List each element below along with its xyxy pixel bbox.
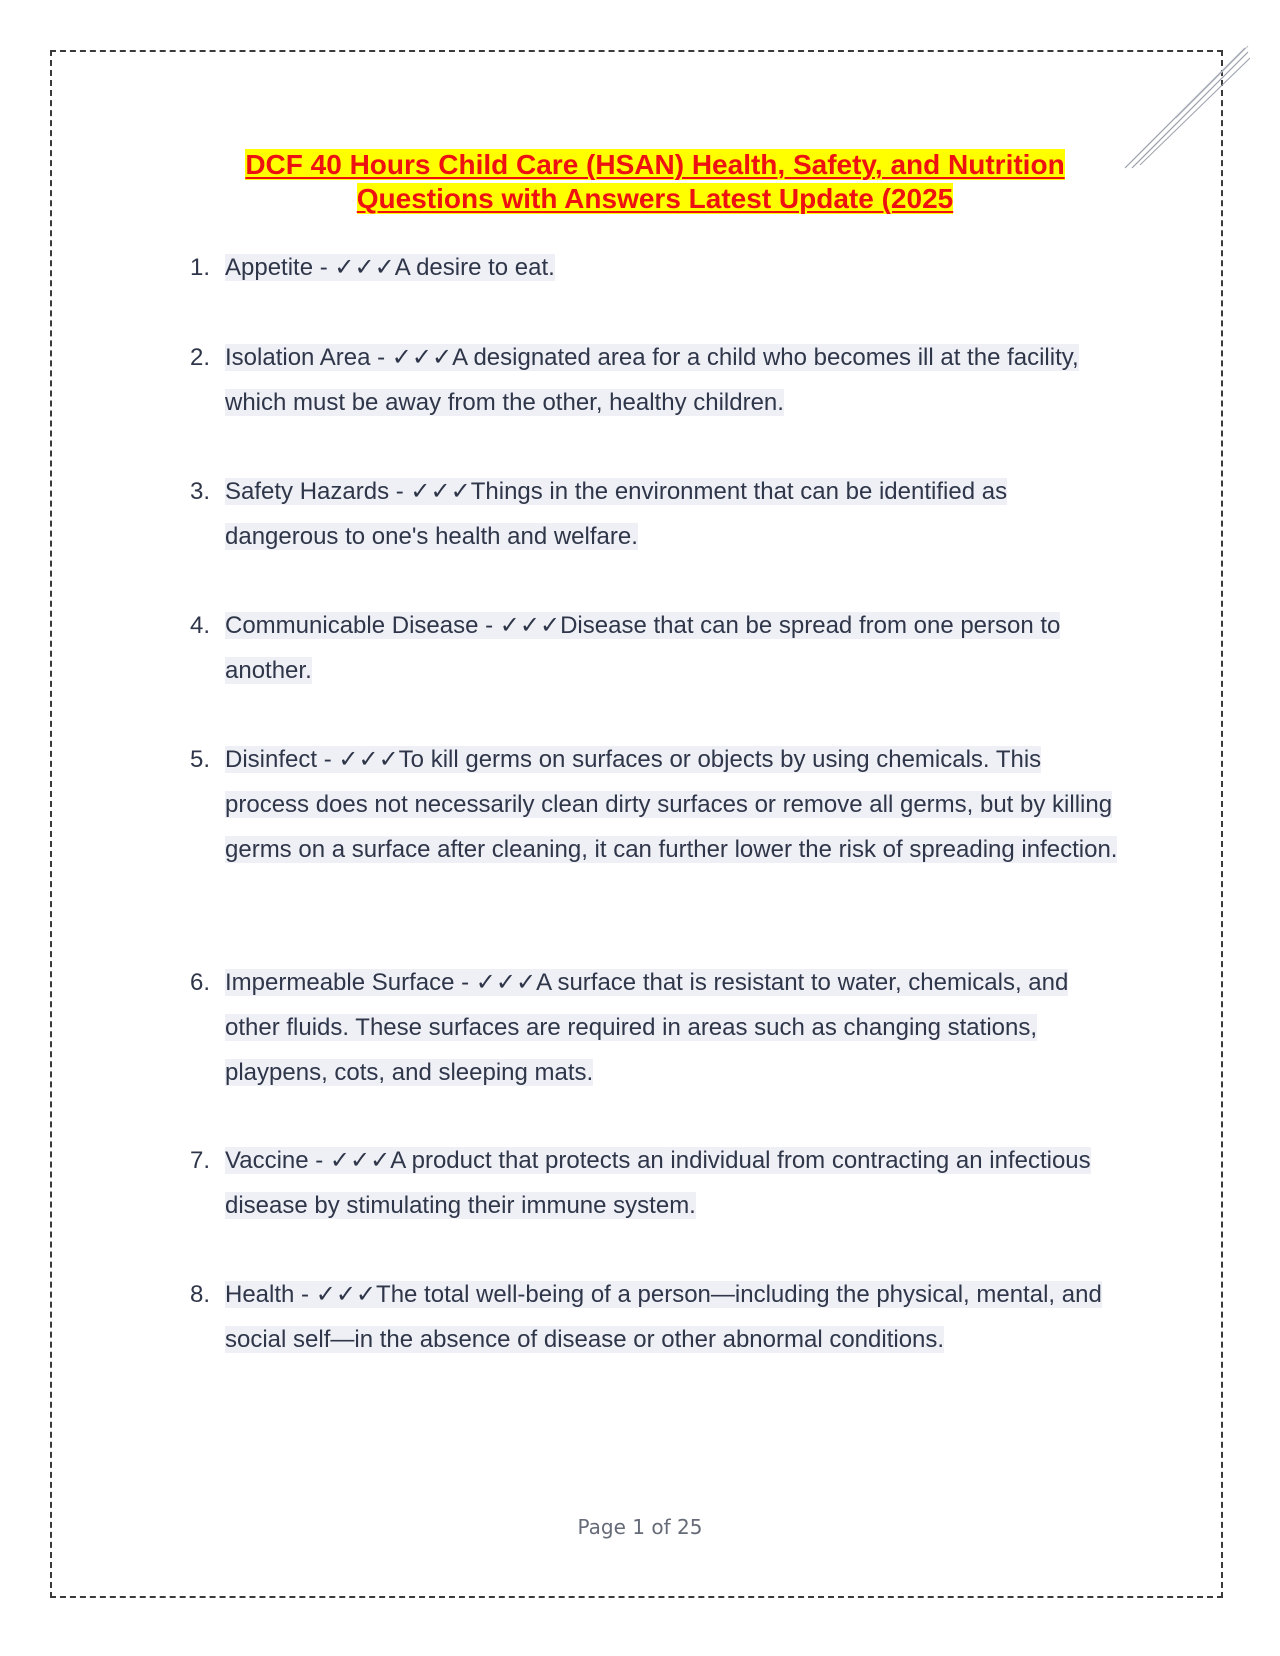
item-number: 1. — [189, 254, 210, 281]
page-footer: Page 1 of 25 — [577, 1515, 703, 1539]
item-text: Impermeable Surface - ✓✓✓A surface that is resistant to water, chemicals, and other fluids. These surfaces are required in areas such as changing stations, playpens, cots, and sleeping mats. — [225, 969, 1069, 1086]
document-title — [120, 148, 1190, 216]
item-number: 2. — [189, 344, 210, 371]
title-line-1: DCF 40 Hours Child Care (HSAN) Health, Safety, and Nutrition — [245, 149, 1065, 180]
item-text: Disinfect - ✓✓✓To kill germs on surfaces or objects by using chemicals. This process does not necessarily clean dirty surfaces or remove all germs, but by killing germs on a surface after cleaning, it can further lower the risk of spreading infection. — [225, 746, 1118, 863]
item-text: Health - ✓✓✓The total well-being of a person—including the physical, mental, and social self—in the absence of disease or other abnormal conditions. — [225, 1281, 1102, 1353]
item-number: 6. — [189, 969, 210, 996]
item-number: 4. — [189, 612, 210, 639]
item-text: Communicable Disease - ✓✓✓Disease that can be spread from one person to another. — [225, 612, 1061, 684]
item-number: 7. — [189, 1147, 210, 1174]
item-number: 8. — [189, 1281, 210, 1308]
item-text: Appetite - ✓✓✓A desire to eat. — [225, 254, 555, 281]
item-text: Safety Hazards - ✓✓✓Things in the environment that can be identified as dangerous to one's health and welfare. — [225, 478, 1008, 550]
item-number: 5. — [189, 746, 210, 773]
item-number: 3. — [189, 478, 210, 505]
item-text: Vaccine - ✓✓✓A product that protects an individual from contracting an infectious disease by stimulating their immune system. — [225, 1147, 1091, 1219]
title-line-2: Questions with Answers Latest Update (2025 — [356, 183, 954, 214]
item-text: Isolation Area - ✓✓✓A designated area for a child who becomes ill at the facility, which must be away from the other, healthy children. — [225, 344, 1079, 416]
